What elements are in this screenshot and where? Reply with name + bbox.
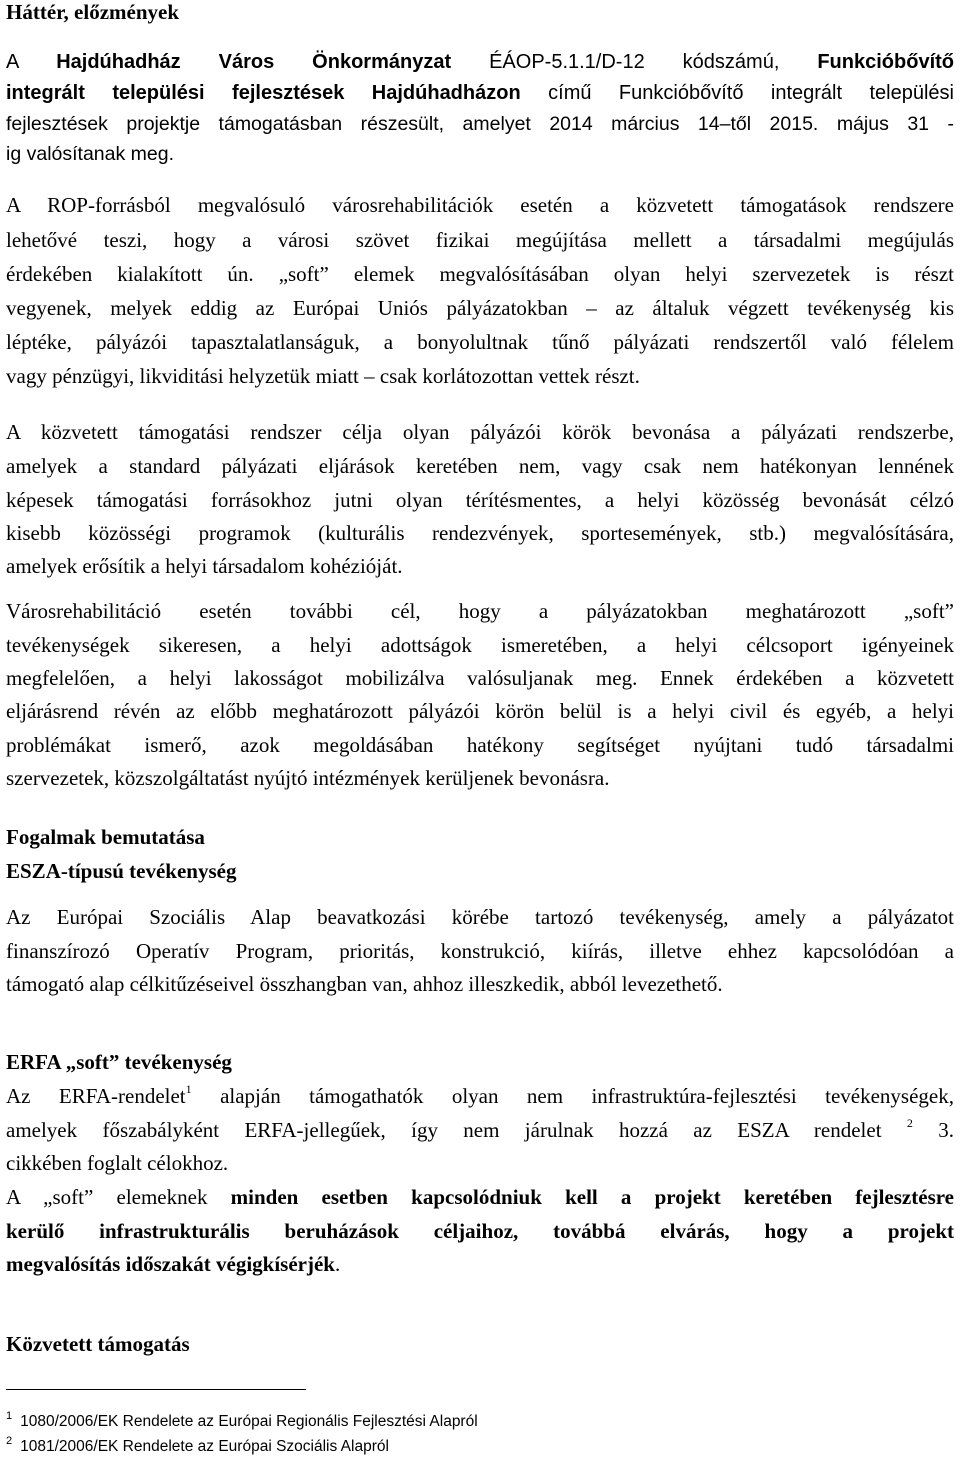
footnote-separator [6, 1389, 306, 1390]
heading-erfa: ERFA „soft” tevékenység [6, 1050, 232, 1074]
intro-text: című Funkcióbővítő integrált települési [548, 82, 954, 104]
cel-line: A közvetett támogatási rendszer célja olyan pályázói körök bevonása a pályázati rendszerbe, [6, 420, 954, 444]
cel-line: kisebb közösségi programok (kulturális rendezvények, sportesemények, stb.) megvalósítására, [6, 521, 954, 545]
erfa-text: Az ERFA-rendelet [6, 1084, 186, 1108]
erfa-line: cikkében foglalt célokhoz. [6, 1151, 229, 1175]
heading-kozvetett: Közvetett támogatás [6, 1332, 190, 1356]
rop-line: vegyenek, melyek eddig az Európai Uniós pályázatokban – az általuk végzett tevékenység kis [6, 296, 954, 320]
intro-text: ÉÁOP-5.1.1/D-12 kódszámú, [489, 51, 780, 73]
rop-line: A ROP-forrásból megvalósuló városrehabilitációk esetén a közvetett támogatások rendszere [6, 193, 954, 217]
erfa-line [6, 1116, 954, 1145]
intro-line-3: fejlesztések projektje támogatásban részesült, amelyet 2014 március 14–től 2015. május 31 - [6, 113, 954, 135]
erfa-text: A „soft” elemeknek [6, 1185, 208, 1209]
intro-project-bold: Funkcióbővítő [817, 51, 955, 73]
footnote-ref-1[interactable]: 1 [185, 1082, 192, 1096]
rop-line: léptéke, pályázói tapasztalatlanságuk, a bonyolultnak tűnő pályázati rendszertől való félelem [6, 330, 954, 354]
intro-city-bold: Hajdúhadház Város Önkormányzat [56, 51, 452, 73]
erfa-bold-text: megvalósítás időszakát végigkísérjék [6, 1252, 335, 1276]
intro-line-1 [6, 48, 954, 77]
erfa-text: alapján támogathatók olyan nem infrastruktúra-fejlesztési tevékenységek, [220, 1084, 954, 1108]
intro-line-2 [6, 79, 954, 108]
footnote-1 [6, 1411, 478, 1433]
esza-line: finanszírozó Operatív Program, prioritás, konstrukció, kiírás, illetve ehhez kapcsolódóan a [6, 939, 954, 963]
erfa-text: amelyek főszabályként ERFA-jellegűek, így nem járulnak hozzá az ESZA rendelet [6, 1118, 882, 1142]
cel-line: képesek támogatási forrásokhoz jutni olyan térítésmentes, a helyi közösség bevonását célzó [6, 488, 954, 512]
heading-background: Háttér, előzmények [6, 0, 180, 24]
erfa-line: kerülő infrastrukturális beruházások céljaihoz, továbbá elvárás, hogy a projekt [6, 1219, 954, 1243]
intro-line-4: ig valósítanak meg. [6, 143, 175, 165]
varos-line: tevékenységek sikeresen, a helyi adottságok ismeretében, a helyi célcsoport igényeinek [6, 633, 954, 657]
footnote-text: 1081/2006/EK Rendelete az Európai Szociális Alapról [20, 1438, 389, 1455]
esza-line: támogató alap célkitűzéseivel összhangban van, ahhoz illeszkedik, abból levezethető. [6, 972, 723, 996]
footnote-number: 1 [6, 1409, 13, 1422]
varos-line: problémákat ismerő, azok megoldásában hatékony segítséget nyújtani tudó társadalmi [6, 733, 954, 757]
varos-line: Városrehabilitáció esetén további cél, hogy a pályázatokban meghatározott „soft” [6, 599, 954, 623]
erfa-line [6, 1082, 954, 1111]
erfa-text: . [334, 1252, 341, 1276]
heading-fogalmak: Fogalmak bemutatása [6, 825, 205, 849]
footnote-ref-2[interactable]: 2 [906, 1116, 913, 1130]
cel-line: amelyek a standard pályázati eljárások keretében nem, vagy csak nem hatékonyan lennének [6, 454, 954, 478]
erfa-line [6, 1183, 954, 1212]
intro-text: A [6, 51, 19, 73]
varos-line: megfelelően, a helyi lakosságot mobilizálva valósuljanak meg. Ennek érdekében a közvetett [6, 666, 954, 690]
cel-line: amelyek erősítik a helyi társadalom kohézióját. [6, 554, 403, 578]
erfa-bold-text: minden esetben kapcsolódniuk kell a projekt keretében fejlesztésre [230, 1185, 954, 1209]
varos-line: szervezetek, közszolgáltatást nyújtó intézmények kerüljenek bevonásra. [6, 766, 610, 790]
varos-line: eljárásrend révén az előbb meghatározott pályázói körön belül is a helyi civil és egyéb, a helyi [6, 699, 954, 723]
footnote-2 [6, 1436, 389, 1458]
rop-line: lehetővé teszi, hogy a városi szövet fizikai megújítása mellett a társadalmi megújulás [6, 228, 954, 252]
intro-project-bold: integrált települési fejlesztések Hajdúhadházon [6, 82, 521, 104]
erfa-line [6, 1250, 954, 1279]
rop-line: vagy pénzügyi, likviditási helyzetük miatt – csak korlátozottan vettek részt. [6, 364, 640, 388]
erfa-text: 3. [938, 1118, 955, 1142]
heading-esza: ESZA-típusú tevékenység [6, 859, 237, 883]
rop-line: érdekében kialakított ún. „soft” elemek megvalósításában olyan helyi szervezetek is részt [6, 262, 954, 286]
esza-line: Az Európai Szociális Alap beavatkozási körébe tartozó tevékenység, amely a pályázatot [6, 905, 954, 929]
footnote-text: 1080/2006/EK Rendelete az Európai Regionális Fejlesztési Alapról [20, 1413, 478, 1430]
footnote-number: 2 [6, 1434, 13, 1447]
